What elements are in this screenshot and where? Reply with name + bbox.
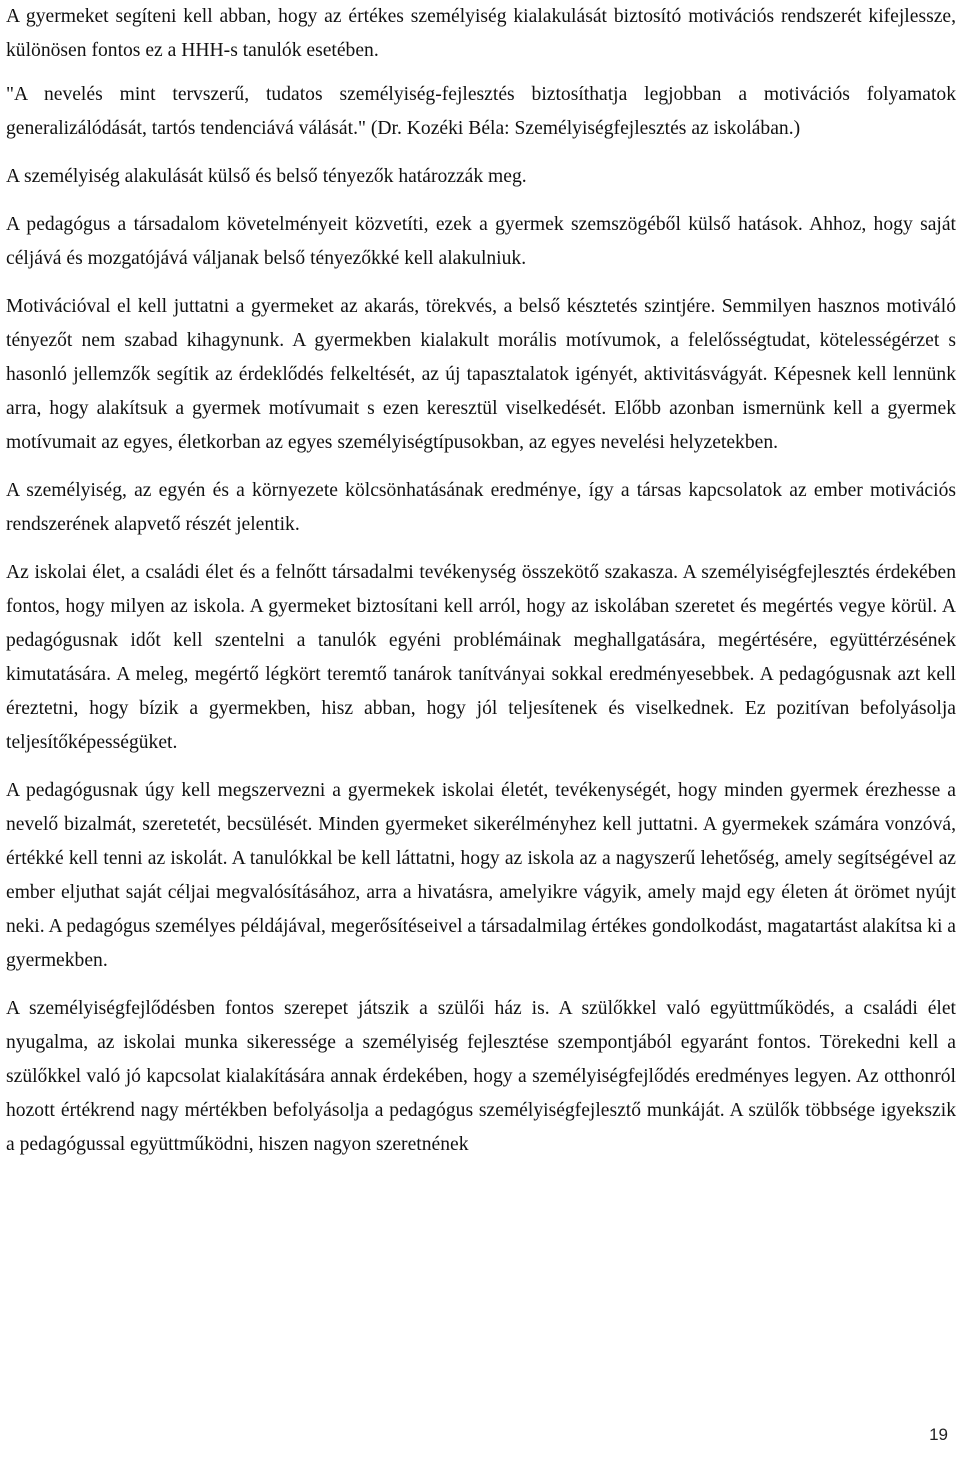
page-number: 19: [929, 1425, 948, 1444]
paragraph-6: A személyiség, az egyén és a környezete kölcsönhatásának eredménye, így a társas kapcsolatok az ember motivációs rendszerének alapvető részét jelentik.: [6, 480, 956, 535]
paragraph-9: A személyiségfejlődésben fontos szerepet játszik a szülői ház is. A szülőkkel való együttműködés, a családi élet nyugalma, az iskolai munka sikeressége a személyiség fejlesztése szempontjából egyaránt fontos. Törekedni kell a szülőkkel való jó kapcsolat kialakítására annak érdekében, hogy a személyiségfejlődés eredményes legyen. Az otthonról hozott értékrend nagy mértékben befolyásolja a pedagógus személyiségfejlesztő munkáját. A szülők többsége igyekszik a pedagógussal együttműködni, hiszen nagyon szeretnének: [6, 998, 956, 1155]
paragraph-5: Motivációval el kell juttatni a gyermeket az akarás, törekvés, a belső késztetés szintjére. Semmilyen hasznos motiváló tényezőt nem szabad kihagynunk. A gyermekben kialakult morális motívumok, a felelősségtudat, kötelességérzet s hasonló jellemzők segítik az érdeklődés felkeltését, az új tapasztalatok igényét, aktivitásvágyát. Képesnek kell lennünk arra, hogy alakítsuk a gyermek motívumait s ezen keresztül viselkedését. Előbb azonban ismernünk kell a gyermek motívumait az egyes, életkorban az egyes személyiségtípusokban, az egyes nevelési helyzetekben.: [6, 296, 956, 453]
paragraph-1: A gyermeket segíteni kell abban, hogy az értékes személyiség kialakulását biztosító motivációs rendszerét kifejlessze, különösen fontos ez a HHH-s tanulók esetében.: [6, 6, 956, 61]
paragraph-4: A pedagógus a társadalom követelményeit közvetíti, ezek a gyermek szemszögéből külső hatások. Ahhoz, hogy saját céljává és mozgatójává váljanak belső tényezőkké kell alakulniuk.: [6, 214, 956, 269]
paragraph-3: A személyiség alakulását külső és belső tényezők határozzák meg.: [6, 166, 527, 187]
paragraph-2: "A nevelés mint tervszerű, tudatos személyiség-fejlesztés biztosíthatja legjobban a motivációs folyamatok generalizálódását, tartós tendenciává válását." (Dr. Kozéki Béla: Személyiségfejlesztés az iskolában.): [6, 84, 956, 139]
document-body: [6, 0, 956, 1162]
paragraph-7: Az iskolai élet, a családi élet és a felnőtt társadalmi tevékenység összekötő szakasza. A személyiségfejlesztés érdekében fontos, hogy milyen az iskola. A gyermeket biztosítani kell arról, hogy az iskolában szeretet és megértés vegye körül. A pedagógusnak időt kell szentelni a tanulók egyéni problémáinak meghallgatására, megértésére, együttérzésének kimutatására. A meleg, megértő légkört teremtő tanárok tanítványai sokkal eredményesebbek. A pedagógusnak azt kell éreztetni, hogy bízik a gyermekben, hisz abban, hogy jól teljesítenek és viselkednek. Ez pozitívan befolyásolja teljesítőképességüket.: [6, 562, 956, 753]
paragraph-8: A pedagógusnak úgy kell megszervezni a gyermekek iskolai életét, tevékenységét, hogy minden gyermek érezhesse a nevelő bizalmát, szeretetét, becsülését. Minden gyermeket sikerélményhez kell juttatni. A gyermekek számára vonzóvá, értékké kell tenni az iskolát. A tanulókkal be kell láttatni, hogy az iskola az a nagyszerű lehetőség, amely segítségével az ember eljuthat saját céljai megvalósításához, arra a hivatásra, amelyikre vágyik, amely majd egy életen át örömet nyújt neki. A pedagógus személyes példájával, megerősítéseivel a társadalmilag értékes gondolkodást, magatartást alakítsa ki a gyermekben.: [6, 780, 956, 971]
